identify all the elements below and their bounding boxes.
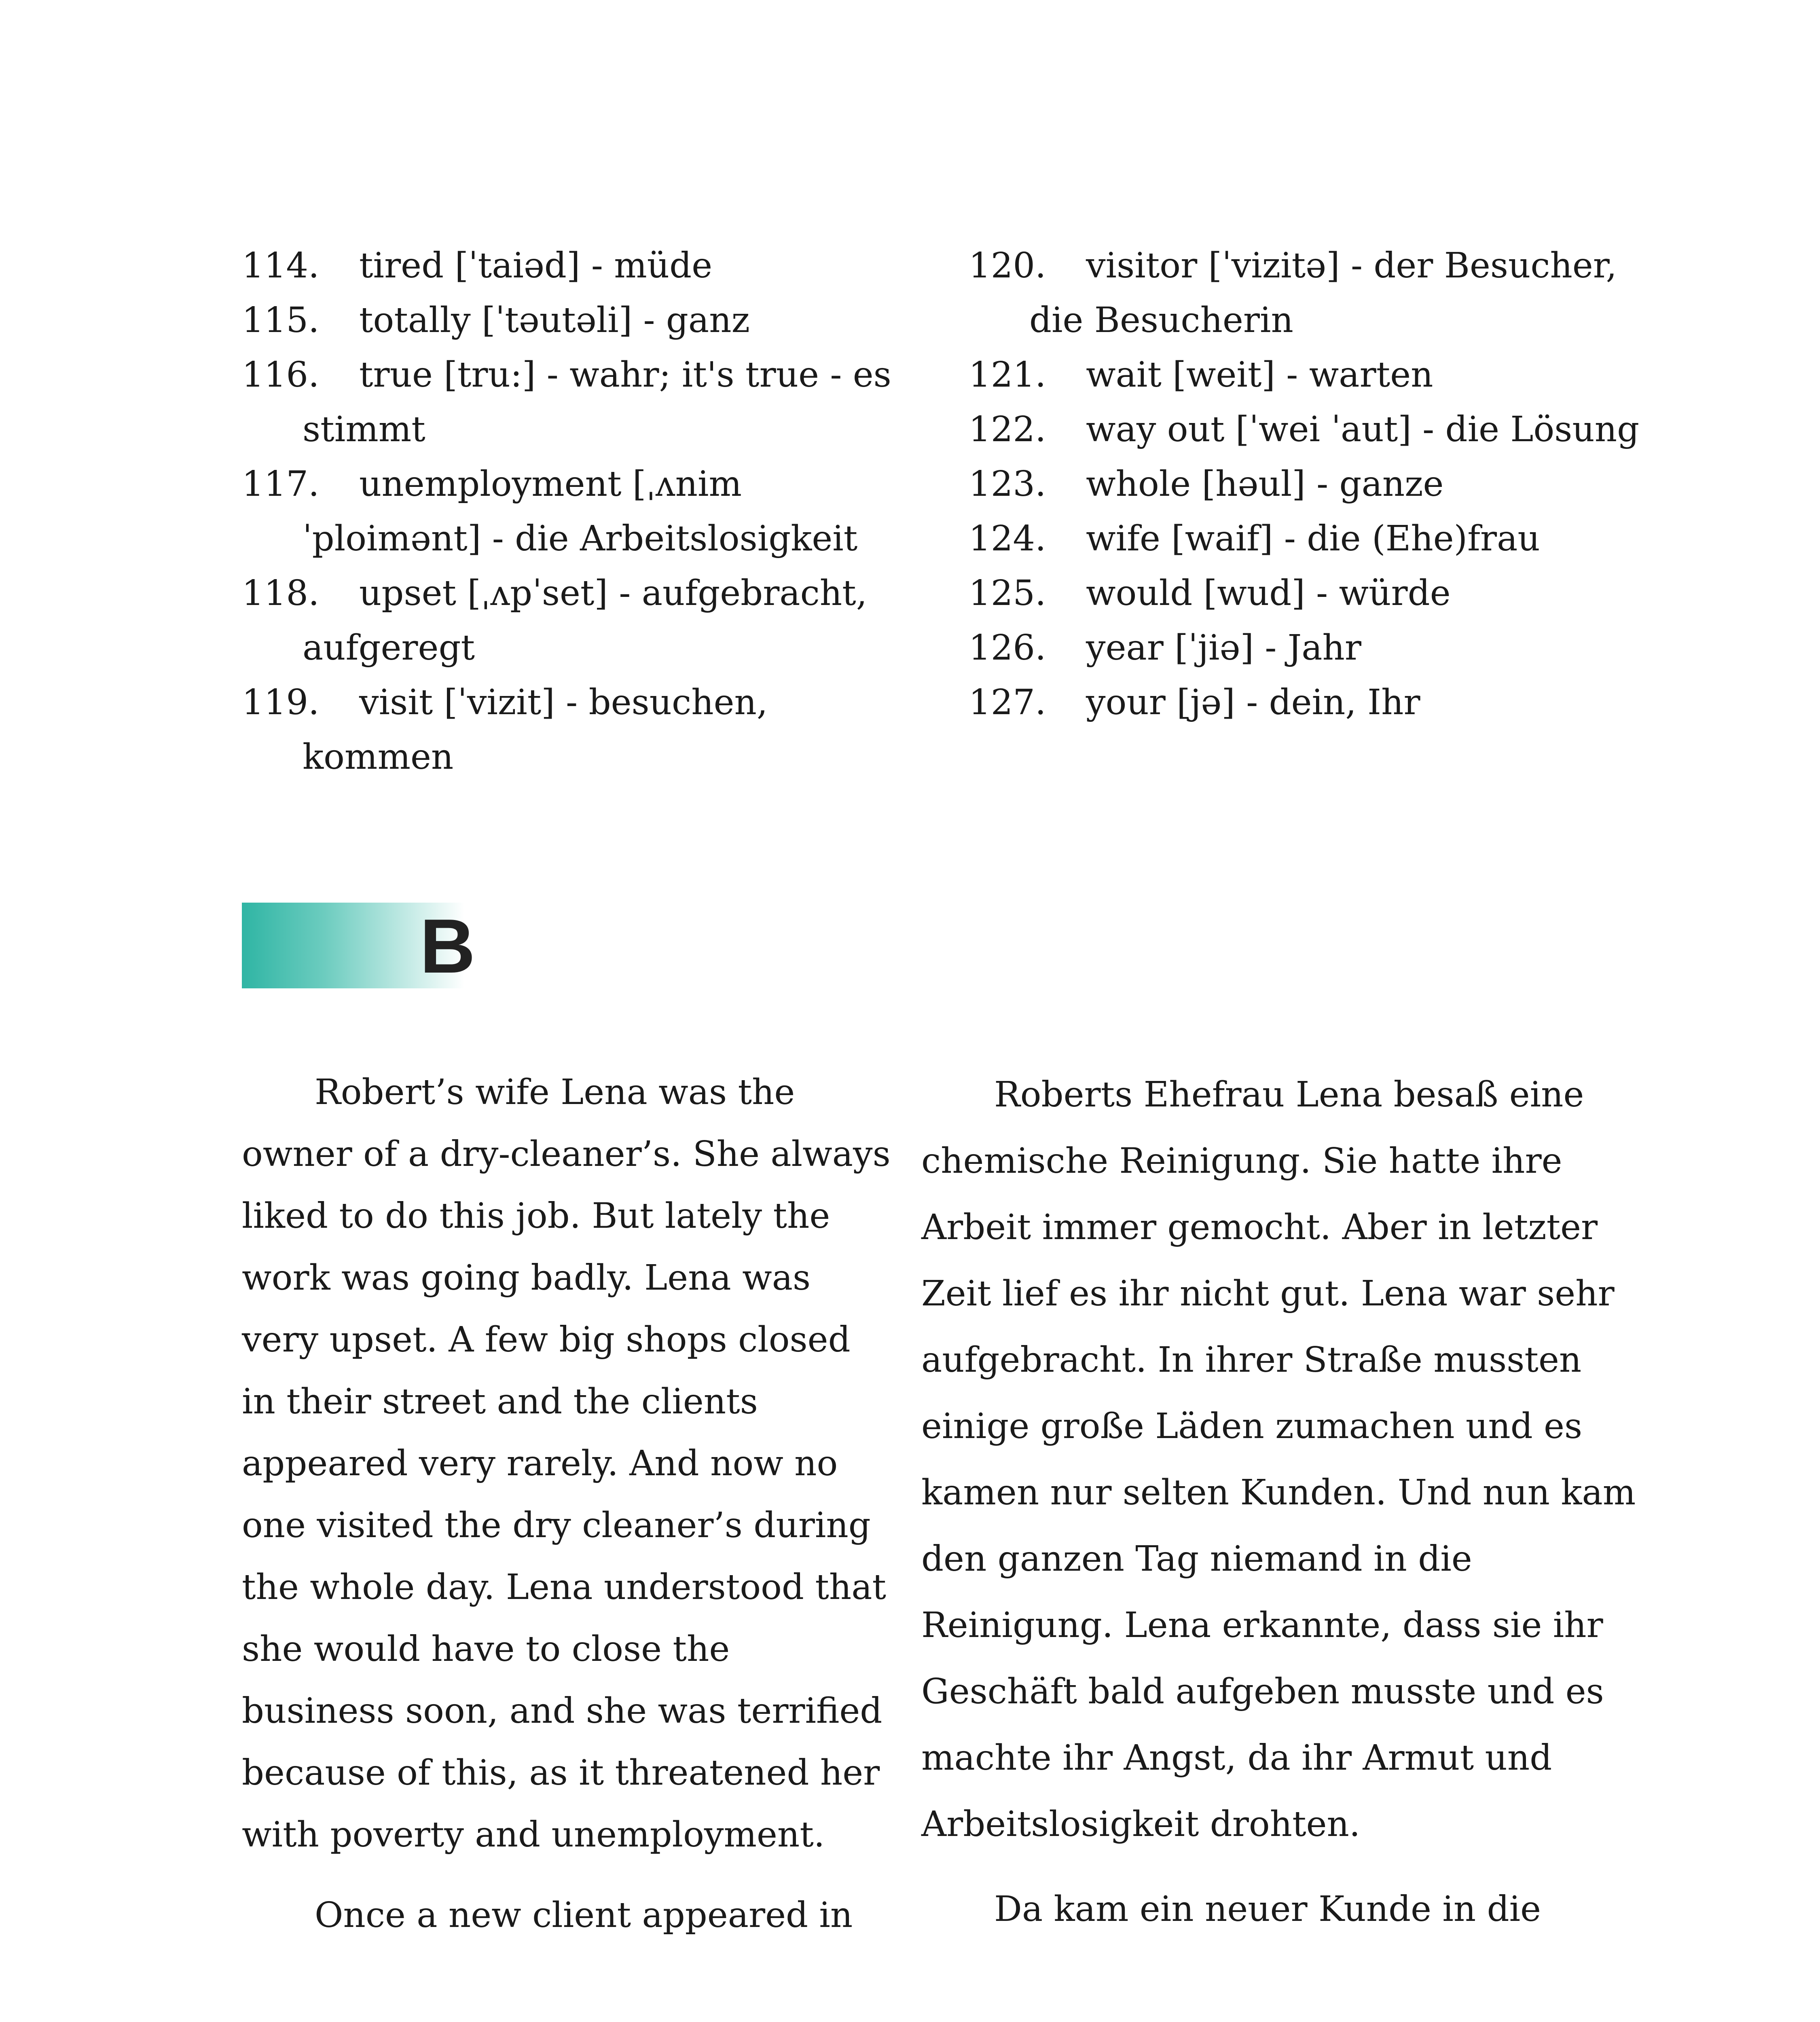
vocab-entry: wife [waif] - die (Ehe)frau: [1086, 518, 1540, 559]
vocab-number: 126.: [969, 628, 1046, 668]
vocab-item: [969, 348, 1656, 402]
vocab-entry: totally [ˈtəutəli] - ganz: [359, 300, 750, 341]
english-paragraph: Robert’s wife Lena was the owner of a dry-cleaner’s. She always liked to do this job. But lately the work was going badly. Lena was very upset. A few big shops closed in their street and the clients appeared very rarely. And now no one visited the dry cleaner’s during the whole day. Lena understood that she would have to close the business soon, and she was terrified because of this, as it threatened her with poverty and unemployment.: [242, 1072, 891, 1855]
english-paragraph: Once a new client appeared in: [315, 1895, 853, 1935]
vocab-entry: upset [ˌʌpˈset] - aufgebracht, aufgeregt: [303, 573, 868, 668]
german-paragraph: Roberts Ehefrau Lena besaß eine chemische Reinigung. Sie hatte ihre Arbeit immer gemocht. Aber in letzter Zeit lief es ihr nicht gut. Lena war sehr aufgebracht. In ihrer Straße mussten einige große Läden zumachen und es kamen nur selten Kunden. Und nun kam den ganzen Tag niemand in die Reinigung. Lena erkannte, dass sie ihr Geschäft bald aufgeben musste und es machte ihr Angst, da ihr Armut und Arbeitslosigkeit drohten.: [921, 1074, 1636, 1844]
section-banner: [242, 903, 476, 988]
vocab-entry: whole [həul] - ganze: [1086, 464, 1444, 504]
vocab-number: 123.: [969, 464, 1046, 504]
vocab-item: [242, 293, 909, 348]
vocab-entry: way out [ˈwei ˈaut] - die Lösung: [1086, 409, 1640, 450]
vocab-number: 117.: [242, 464, 320, 504]
vocab-item: [969, 566, 1656, 621]
english-text-column: [242, 1062, 893, 1946]
vocab-item: [242, 348, 909, 457]
section-letter: B: [420, 903, 476, 989]
vocab-item: [969, 621, 1656, 675]
vocab-number: 116.: [242, 355, 320, 395]
german-text-column: [921, 1062, 1641, 1942]
vocab-entry: visit [ˈvizit] - besuchen, kommen: [303, 682, 768, 777]
vocabulary-left-column: [242, 239, 909, 785]
german-paragraph: Da kam ein neuer Kunde in die: [994, 1889, 1541, 1929]
vocab-entry: true [tru:] - wahr; it's true - es stimmt: [303, 355, 891, 450]
vocab-entry: visitor [ˈvizitə] - der Besucher, die Besucherin: [1029, 245, 1617, 341]
vocab-entry: unemployment [ˌʌnimˈploimənt] - die Arbeitslosigkeit: [303, 464, 858, 559]
vocab-number: 127.: [969, 682, 1046, 723]
vocab-item: [242, 675, 909, 785]
vocab-entry: wait [weit] - warten: [1086, 355, 1433, 395]
vocab-item: [969, 512, 1656, 566]
vocab-item: [969, 239, 1656, 348]
vocab-entry: tired [ˈtaiəd] - müde: [359, 245, 713, 286]
vocab-number: 121.: [969, 355, 1046, 395]
vocabulary-right-column: [969, 239, 1656, 730]
vocab-number: 125.: [969, 573, 1046, 613]
vocab-entry: would [wud] - würde: [1086, 573, 1451, 613]
vocab-number: 119.: [242, 682, 320, 723]
vocab-item: [969, 675, 1656, 730]
vocab-item: [969, 457, 1656, 512]
vocab-number: 122.: [969, 409, 1046, 450]
vocab-entry: year [ˈjiə] - Jahr: [1086, 628, 1361, 668]
vocab-number: 115.: [242, 300, 320, 341]
vocab-number: 120.: [969, 245, 1046, 286]
vocab-item: [242, 566, 909, 675]
vocab-item: [242, 457, 909, 566]
vocab-item: [242, 239, 909, 293]
vocab-number: 124.: [969, 518, 1046, 559]
vocab-number: 114.: [242, 245, 320, 286]
vocab-entry: your [jə] - dein, Ihr: [1086, 682, 1420, 723]
vocab-number: 118.: [242, 573, 320, 613]
vocab-item: [969, 402, 1656, 457]
